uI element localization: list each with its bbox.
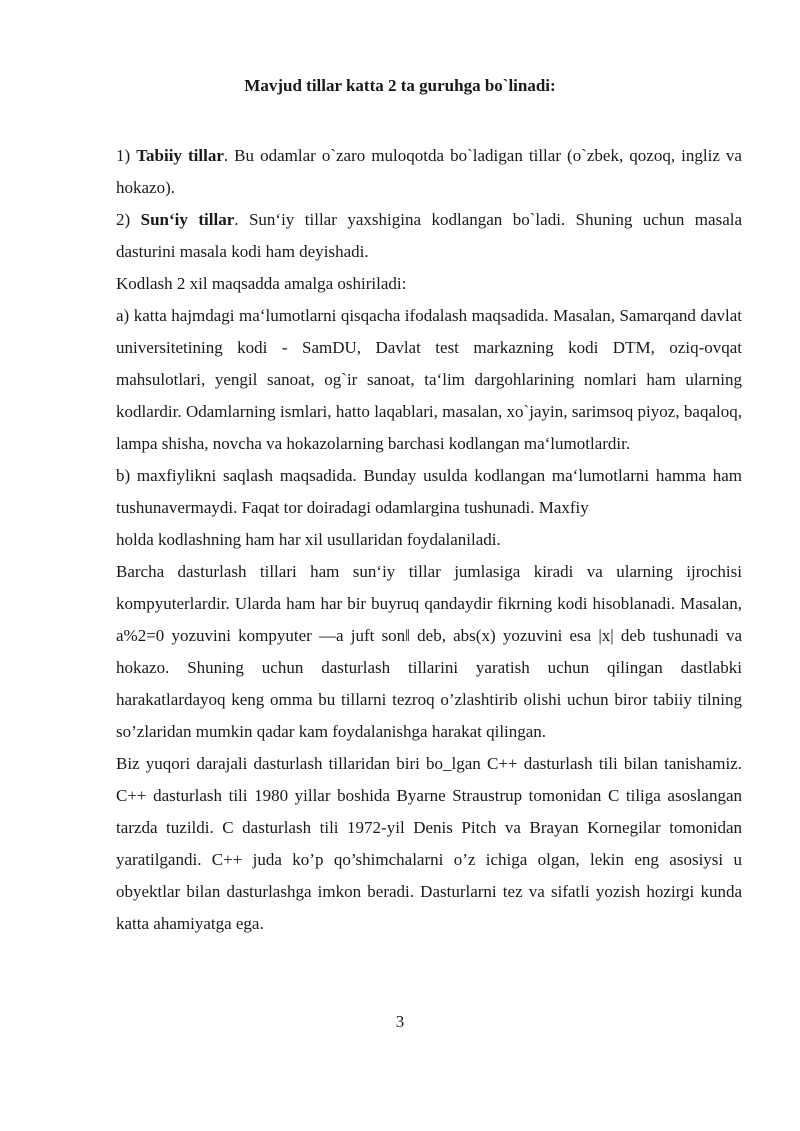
list-item-text: . Sun‘iy tillar yaxshigina kodlangan bo`ladi. Shuning uchun masala dasturini masala kodi ham deyishadi. [116,210,743,261]
paragraph-programming-languages: Barcha dasturlash tillari ham sun‘iy tillar jumlasiga kiradi va ularning ijrochisi kompyuterlardir. Ularda ham har bir buyruq qandaydir fikrning kodi hisoblanadi. Masalan, a%2=0 yozuvini kompyuter ―a juft son‖ deb, abs(x) yozuvini esa |x| deb tushunadi va hokazo. Shuning uchun dasturlash tillarini yaratish uchun qilingan dastlabki harakatlardayoq keng omma bu tillarni tezroq o’zlashtirib olishi uchun biror tabiiy tilning so’zlaridan mumkin qadar kam foydalanishga harakat qilingan. [116,562,742,741]
body-text [116,140,742,940]
list-item-natural-languages [116,140,742,204]
page-heading: Mavjud tillar katta 2 ta guruhga bo`linadi: [244,76,556,95]
list-number: 1) [116,146,137,165]
list-item-text: . Bu odamlar o`zaro muloqotda bo`ladigan tillar (o`zbek, qozoq, ingliz va hokazo). [116,146,742,197]
page-number: 3 [395,1012,405,1031]
paragraph-purpose-b-continued: holda kodlashning ham har xil usullaridan foydalaniladi. [116,530,501,549]
paragraph-purpose-b: b) maxfiylikni saqlash maqsadida. Bunday usulda kodlangan ma‘lumotlarni hamma ham tushunavermaydi. Faqat tor doiradagi odamlargina tushunadi. Maxfiy [116,466,742,517]
list-item-artificial-languages [116,204,742,268]
paragraph-coding-purposes: Kodlash 2 xil maqsadda amalga oshiriladi: [116,274,407,293]
term-artificial-languages: Sun‘iy tillar [140,210,235,229]
paragraph-purpose-a: a) katta hajmdagi ma‘lumotlarni qisqacha ifodalash maqsadida. Masalan, Samarqand davlat universitetining kodi - SamDU, Davlat test markazning kodi DTM, oziq-ovqat mahsulotlari, yengil sanoat, og`ir sanoat, ta‘lim dargohlarining nomlari ham ularning kodlardir. Odamlarning ismlari, hatto laqablari, masalan, xo`jayin, sarimsoq piyoz, baqaloq, lampa shisha, novcha va hokazolarning barchasi kodlangan ma‘lumotlardir. [116,306,742,453]
paragraph-cpp: Biz yuqori darajali dasturlash tillaridan biri bo_lgan C++ dasturlash tili bilan tanishamiz. C++ dasturlash tili 1980 yillar boshida Byarne Straustrup tomonidan C tiliga asoslangan tarzda tuzildi. C dasturlash tili 1972-yil Denis Pitch va Brayan Kornegilar tomonidan yaratilgandi. C++ juda ko’p qo’shimchalarni o’z ichiga olgan, lekin eng asosiysi u obyektlar bilan dasturlashga imkon beradi. Dasturlarni tez va sifatli yozish hozirgi kunda katta ahamiyatga ega. [116,754,742,933]
list-number: 2) [116,210,141,229]
term-natural-languages: Tabiiy tillar [136,146,224,165]
